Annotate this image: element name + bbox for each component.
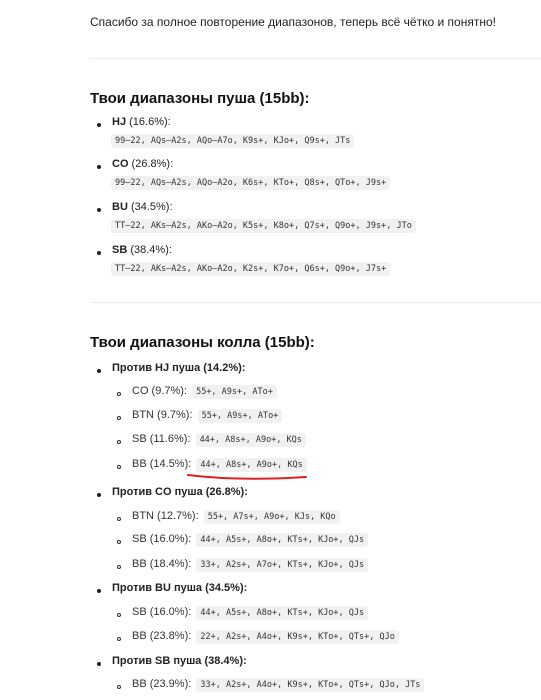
call-section-title: Твои диапазоны колла (15bb): <box>90 334 315 351</box>
call-group-label <box>112 486 248 498</box>
sub-bullet <box>117 637 121 641</box>
sub-bullet <box>117 565 121 569</box>
call-range-code: 44+, A5s+, A8o+, KTs+, KJo+, QJs <box>196 533 368 547</box>
sub-bullet <box>117 416 121 420</box>
push-percent: (34.5%): <box>127 201 173 213</box>
call-group-title: Против BU пуша (34.5%): <box>112 582 248 594</box>
sub-bullet <box>117 440 121 444</box>
call-row <box>132 606 368 620</box>
push-range-code: 99–22, AQs–A2s, AQo–A2o, K6s+, KTo+, Q8s+, QTo+, J9s+ <box>111 176 390 190</box>
call-group-label <box>112 655 247 667</box>
call-range-code: 33+, A2s+, A7o+, KTs+, KJo+, QJs <box>196 558 368 572</box>
call-position: BTN (9.7%): <box>132 409 193 421</box>
bullet <box>97 369 101 373</box>
call-row <box>132 458 307 472</box>
bullet <box>97 589 101 593</box>
bullet <box>97 123 101 127</box>
sub-bullet <box>117 392 121 396</box>
call-row <box>132 510 340 524</box>
push-item-label <box>112 116 171 128</box>
push-item-label <box>112 158 173 170</box>
push-section-title: Твои диапазоны пуша (15bb): <box>90 90 310 107</box>
push-range-code: TT–22, AKs–A2s, AKo–A2o, K2s+, K7o+, Q6s+, Q9o+, J7s+ <box>111 262 390 276</box>
bullet <box>97 493 101 497</box>
call-range-code: 33+, A2s+, A4o+, K9s+, KTo+, QTs+, QJo, JTs <box>196 678 424 692</box>
call-group-label <box>112 362 245 374</box>
sub-bullet <box>117 685 121 689</box>
call-range-code: 55+, A9s+, ATo+ <box>192 385 277 399</box>
call-range-code: 55+, A9s+, ATo+ <box>198 409 283 423</box>
push-percent: (26.8%): <box>128 158 174 170</box>
call-position: BB (18.4%): <box>132 558 192 570</box>
push-position: SB <box>112 244 128 256</box>
push-range-code: TT–22, AKs–A2s, AKo–A2o, K5s+, K8o+, Q7s+, Q9o+, J9s+, JTo <box>111 219 416 233</box>
push-item-label <box>112 244 172 256</box>
call-range-code: 44+, A8s+, A9o+, KQs <box>196 433 306 447</box>
push-position: CO <box>112 158 129 170</box>
bullet <box>97 662 101 666</box>
push-range-code: 99–22, AQs–A2s, AQo–A7o, K9s+, KJo+, Q9s+, JTs <box>111 134 354 148</box>
call-range-code: 22+, A2s+, A4o+, K9s+, KTo+, QTs+, QJo <box>196 630 398 644</box>
call-group-label <box>112 582 247 594</box>
call-position: SB (16.0%): <box>132 533 192 545</box>
push-position: BU <box>112 201 128 213</box>
call-position: BB (14.5%): <box>132 458 192 470</box>
push-item-label <box>112 201 173 213</box>
push-position: HJ <box>112 116 127 128</box>
call-position: BB (23.9%): <box>132 678 192 690</box>
call-position: BTN (12.7%): <box>132 510 199 522</box>
call-position: BB (23.8%): <box>132 630 192 642</box>
intro-text: Спасибо за полное повторение диапазонов, теперь всё чётко и понятно! <box>90 15 496 29</box>
call-group-title: Против SB пуша (38.4%): <box>112 655 247 667</box>
call-row <box>132 533 368 547</box>
push-percent: (38.4%): <box>127 244 172 256</box>
call-row <box>132 558 368 572</box>
sub-bullet <box>117 613 121 617</box>
divider <box>90 58 541 59</box>
sub-bullet <box>117 517 121 521</box>
call-position: SB (16.0%): <box>132 606 192 618</box>
call-range-code: 44+, A8s+, A9o+, KQs <box>196 458 306 472</box>
call-row <box>132 385 277 399</box>
call-range-code: 44+, A5s+, A8o+, KTs+, KJo+, QJs <box>196 606 368 620</box>
call-row <box>132 678 424 692</box>
sub-bullet <box>117 540 121 544</box>
call-group-title: Против HJ пуша (14.2%): <box>112 362 246 374</box>
bullet <box>97 251 101 255</box>
sub-bullet <box>117 465 121 469</box>
bullet <box>97 208 101 212</box>
call-position: CO (9.7%): <box>132 385 188 397</box>
bullet <box>97 165 101 169</box>
push-percent: (16.6%): <box>126 116 171 128</box>
call-row <box>132 630 399 644</box>
call-row <box>132 433 306 447</box>
call-row <box>132 409 282 423</box>
call-range-code: 55+, A7s+, A9o+, KJs, KQo <box>204 510 340 524</box>
divider <box>90 302 541 303</box>
call-group-title: Против CO пуша (26.8%): <box>112 486 248 498</box>
call-position: SB (11.6%): <box>132 433 191 445</box>
